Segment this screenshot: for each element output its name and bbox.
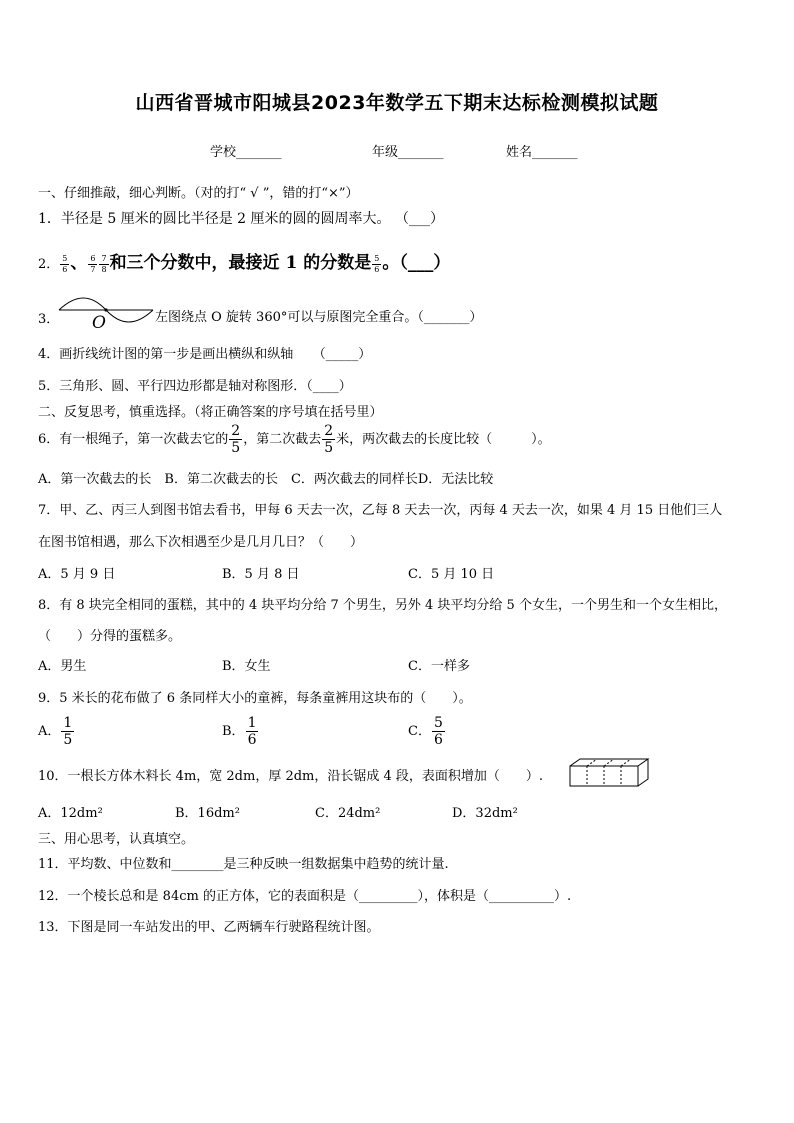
q8-option-a: A．男生 [38, 659, 87, 674]
q10-option-d: D．32dm² [452, 806, 518, 821]
q10-cuboid-figure [568, 757, 652, 789]
q2-fraction-c: $\frac{7}{8}$ [101, 254, 107, 274]
q2-fraction-b: $\frac{6}{7}$ [90, 254, 96, 274]
q2-text: 和三个分数中，最接近 1 的分数是 [109, 253, 372, 273]
q6-fraction-1: $\frac{2}{5}$ [231, 423, 241, 456]
q8-option-b: B．女生 [222, 659, 271, 674]
section2-heading: 二、反复思考，慎重选择。（将正确答案的序号填在括号里） [38, 405, 383, 420]
q10-cut-top-3 [621, 759, 631, 766]
q7-option-b: B．5 月 8 日 [222, 567, 300, 582]
q10-cut-top-2 [604, 759, 614, 766]
q9-option-b: B． $\frac{1}{6}$ [222, 715, 257, 748]
q2-fraction-a: $\frac{5}{6}$ [62, 254, 68, 274]
school-field[interactable]: 学校_______ [210, 145, 282, 160]
q9-option-a: A． $\frac{1}{5}$ [38, 715, 73, 748]
question-1: 1．半径是 5 厘米的圆比半径是 2 厘米的圆的圆周率大。 （___） [38, 211, 444, 227]
question-6 [38, 422, 551, 458]
q6-text-a: 6．有一根绳子，第一次截去它的 [38, 432, 229, 447]
q9-option-c: C． $\frac{5}{6}$ [408, 715, 443, 748]
q8-option-c: C．一样多 [408, 659, 470, 674]
question-13: 13．下图是同一车站发出的甲、乙两辆车行驶路程统计图。 [38, 920, 380, 935]
q6-options: A．第一次截去的长 B．第二次截去的长 C．两次截去的同样长D．无法比较 [38, 472, 494, 487]
q3-number: 3． [38, 312, 60, 327]
question-3: 左图绕点 O 旋转 360°可以与原图完全重合。（_______） [155, 310, 483, 325]
section1-heading: 一、仔细推敲，细心判断。（对的打“ √ ”，错的打“×”） [38, 186, 359, 201]
q2-number: 2． [38, 257, 60, 272]
question-8-line2: （ ）分得的蛋糕多。 [38, 629, 182, 644]
question-2 [38, 248, 450, 278]
q2-end: 。（___） [382, 253, 451, 273]
name-field[interactable]: 姓名_______ [506, 145, 578, 160]
q9-fraction-c: $\frac{5}{6}$ [433, 715, 443, 748]
question-12: 12．一个棱长总和是 84cm 的正方体，它的表面积是（_________），体积是（__________）. [38, 889, 572, 904]
question-9: 9．5 米长的花布做了 6 条同样大小的童裤，每条童裤用这块布的（ ）。 [38, 691, 472, 706]
page-title: 山西省晋城市阳城县2023年数学五下期末达标检测模拟试题 [135, 92, 659, 114]
grade-field[interactable]: 年级_______ [372, 145, 444, 160]
question-4: 4．画折线统计图的第一步是画出横纵和纵轴 （_____） [38, 347, 372, 362]
q10-cuboid-top [570, 759, 648, 766]
q7-option-a: A．5 月 9 日 [38, 567, 116, 582]
section3-heading: 三、用心思考，认真填空。 [38, 832, 195, 847]
q10-option-b: B．16dm² [175, 806, 240, 821]
q10-option-a: A．12dm² [38, 806, 103, 821]
q6-text-c: 米，两次截去的长度比较（ ）。 [336, 432, 551, 447]
q6-text-b: ，第二次截去 [243, 432, 322, 447]
q7-option-c: C．5 月 10 日 [408, 567, 495, 582]
q3-center-dot [104, 308, 107, 311]
question-7-line1: 7．甲、乙、丙三人到图书馆去看书，甲每 6 天去一次，乙每 8 天去一次，丙每 4 天去一次，如果 4 月 15 日他们三人 [38, 503, 723, 518]
question-5: 5．三角形、圆、平行四边形都是轴对称图形．（____） [38, 379, 352, 394]
question-8-line1: 8．有 8 块完全相同的蛋糕，其中的 4 块平均分给 7 个男生，另外 4 块平均分给 5 个女生，一个男生和一个女生相比， [38, 598, 727, 613]
q2-separator: 、 [70, 253, 88, 273]
question-7-line2: 在图书馆相遇，那么下次相遇至少是几月几日？（ ） [38, 535, 364, 550]
q9-fraction-a: $\frac{1}{5}$ [63, 715, 73, 748]
q9-fraction-b: $\frac{1}{6}$ [247, 715, 257, 748]
q10-option-c: C．24dm² [315, 806, 381, 821]
q3-point-o: O [92, 313, 106, 333]
q3-rotation-figure [56, 296, 156, 332]
question-11: 11．平均数、中位数和________是三种反映一组数据集中趋势的统计量. [38, 857, 449, 872]
question-10: 10．一根长方体木料长 4m，宽 2dm，厚 2dm，沿长锯成 4 段，表面积增加（ ）. [38, 769, 544, 784]
q6-fraction-2: $\frac{2}{5}$ [324, 423, 334, 456]
q2-fraction-d: $\frac{5}{6}$ [374, 254, 380, 274]
q10-cut-top-1 [587, 759, 597, 766]
